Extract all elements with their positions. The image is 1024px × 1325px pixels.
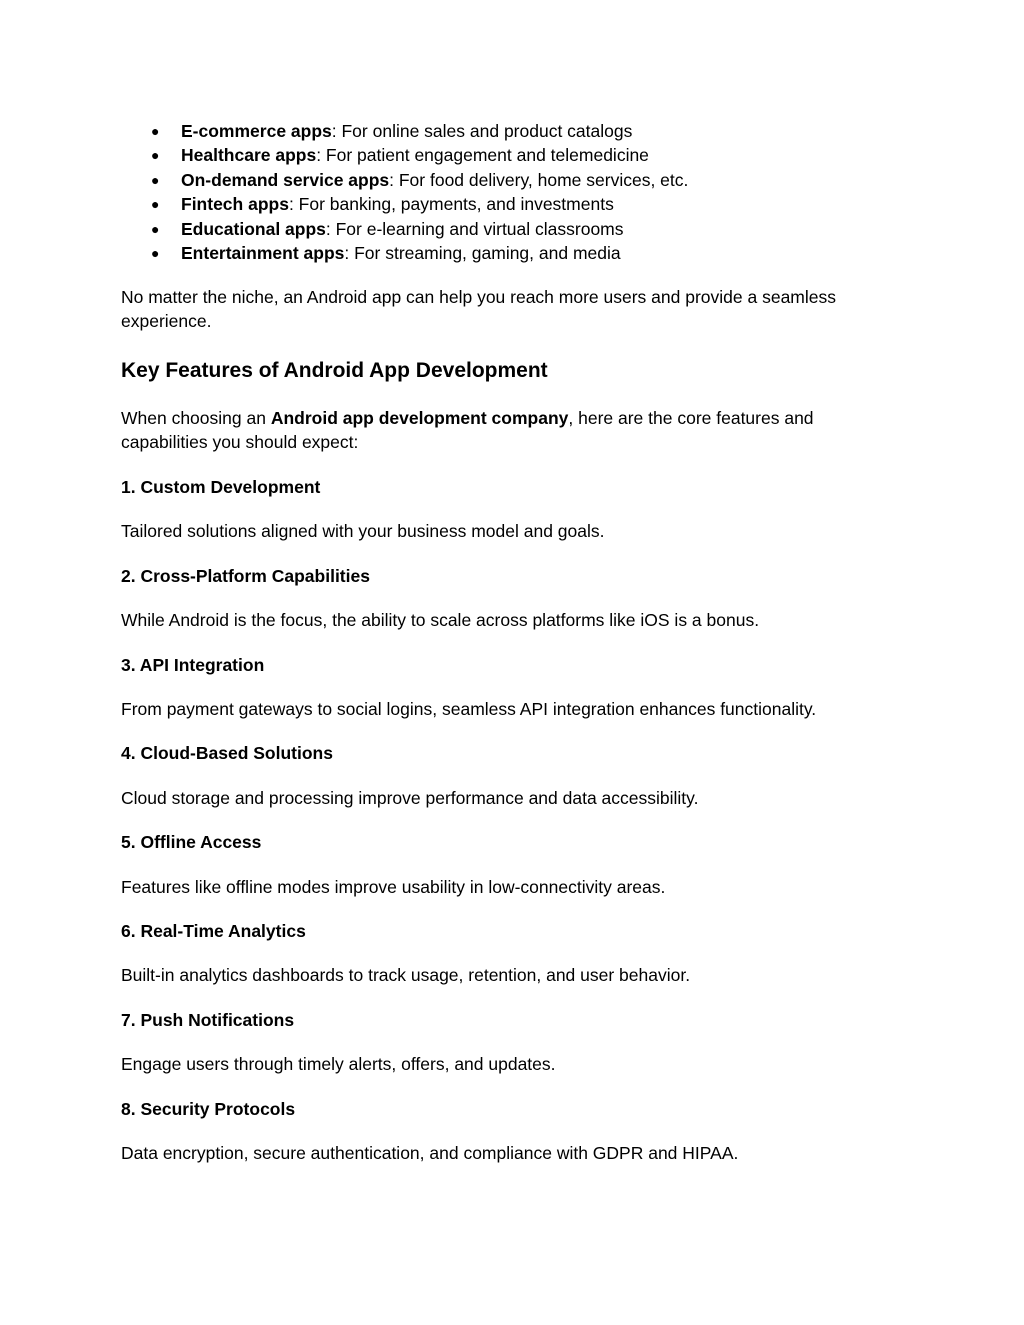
feature-title: 7. Push Notifications [121, 1010, 295, 1030]
list-item-desc: : For streaming, gaming, and media [344, 242, 621, 263]
lead-text-after: , here are the core features and capabilities you should expect: [121, 408, 814, 453]
feature-description: While Android is the focus, the ability to scale across platforms like iOS is a bonus. [121, 610, 760, 630]
list-item-term: On-demand service apps [181, 169, 390, 190]
list-item-term: Entertainment apps [181, 242, 345, 263]
feature-description: Built-in analytics dashboards to track usage, retention, and user behavior. [121, 965, 691, 985]
lead-text-before: When choosing an [121, 408, 271, 428]
bullet-icon: ● [151, 220, 160, 237]
feature-title: 6. Real-Time Analytics [121, 921, 306, 941]
list-item-term: Fintech apps [181, 194, 289, 215]
feature-title: 8. Security Protocols [121, 1099, 296, 1119]
feature-title: 1. Custom Development [121, 477, 321, 497]
feature-description: Features like offline modes improve usability in low-connectivity areas. [121, 877, 666, 897]
list-item-desc: : For online sales and product catalogs [331, 121, 633, 141]
bullet-icon: ● [151, 196, 160, 213]
bullet-icon: ● [151, 123, 160, 139]
list-item-desc: : For patient engagement and telemedicine [316, 145, 649, 166]
bullet-icon: ● [151, 147, 160, 164]
section-heading: Key Features of Android App Development [121, 359, 548, 382]
list-item-term: Healthcare apps [181, 145, 317, 166]
feature-description: Engage users through timely alerts, offers, and updates. [121, 1054, 556, 1074]
feature-title: 4. Cloud-Based Solutions [121, 743, 333, 763]
feature-title: 2. Cross-Platform Capabilities [121, 566, 370, 586]
feature-description: Cloud storage and processing improve performance and data accessibility. [121, 788, 699, 808]
lead-paragraph [121, 406, 901, 455]
feature-title: 5. Offline Access [121, 832, 262, 852]
feature-description: From payment gateways to social logins, seamless API integration enhances functionality. [121, 699, 817, 719]
lead-bold-phrase: Android app development company [270, 408, 569, 428]
list-item-desc: : For banking, payments, and investments [288, 194, 614, 215]
list-item-term: E-commerce apps [181, 121, 332, 141]
bullet-icon: ● [151, 244, 160, 261]
intro-paragraph: No matter the niche, an Android app can help you reach more users and provide a seamless experience. [121, 287, 836, 332]
feature-description: Tailored solutions aligned with your business model and goals. [121, 521, 605, 541]
feature-description: Data encryption, secure authentication, and compliance with GDPR and HIPAA. [121, 1143, 739, 1163]
list-item-desc: : For e-learning and virtual classrooms [325, 218, 624, 239]
bullet-icon: ● [151, 171, 160, 188]
list-item-term: Educational apps [181, 218, 326, 239]
list-item-desc: : For food delivery, home services, etc. [389, 169, 689, 190]
feature-title: 3. API Integration [121, 655, 265, 675]
